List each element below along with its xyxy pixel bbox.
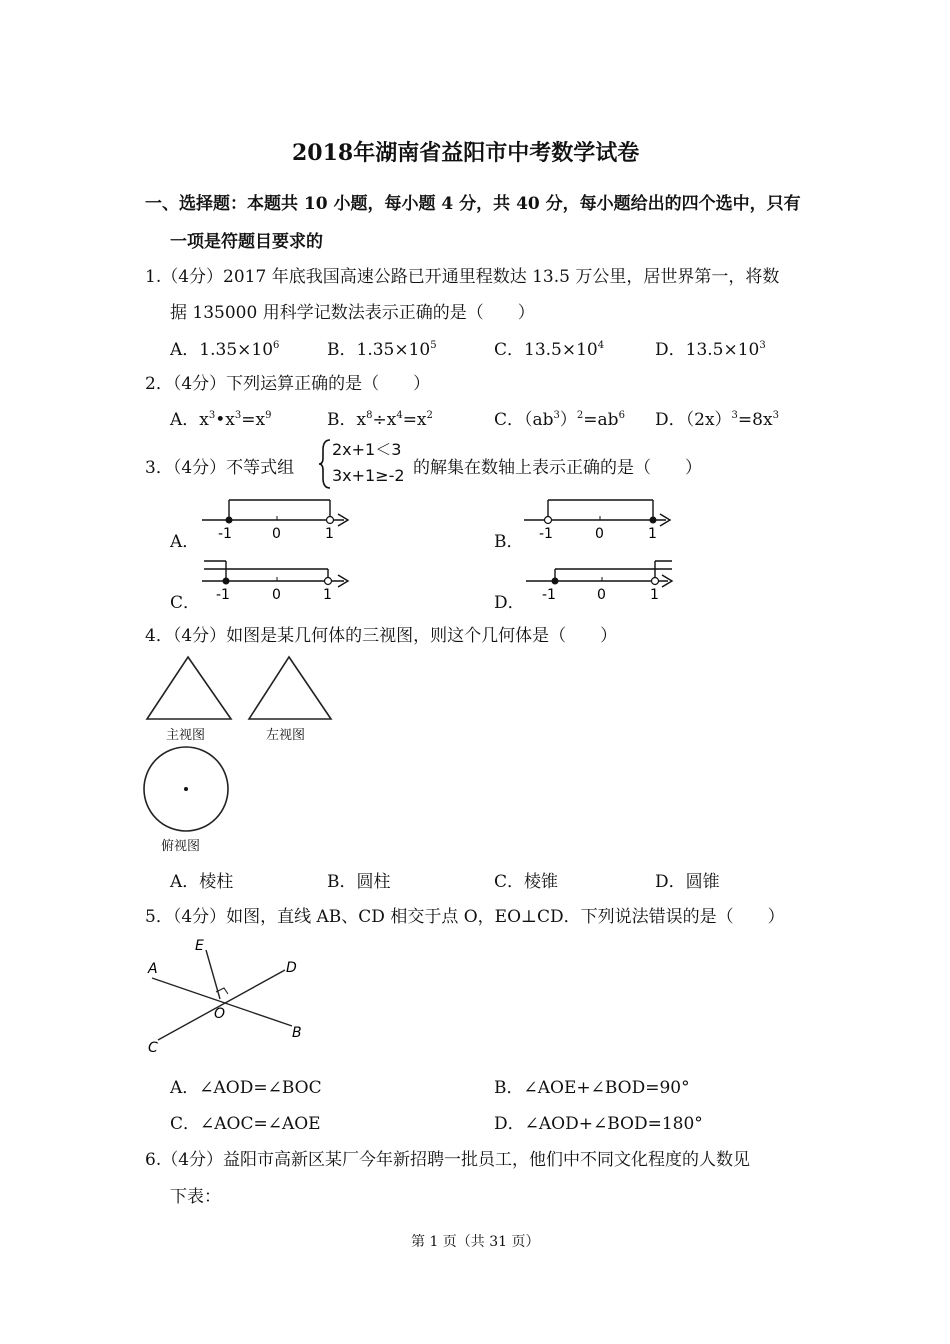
q4-front-view-triangle: [145, 655, 235, 721]
q4-option-a: A．棱柱: [170, 872, 234, 892]
q4-side-view-triangle: [247, 655, 337, 721]
q2-option-b: B．$x^8\div x^4=x^2$: [327, 410, 433, 430]
page-title: 2018年湖南省益阳市中考数学试卷: [292, 140, 640, 166]
q1-option-a: A．$1.35\times 10^6$: [170, 340, 280, 360]
q4-option-b: B．圆柱: [327, 872, 391, 892]
page-footer: 第 1 页（共 31 页）: [411, 1234, 540, 1250]
q3-option-d-label: D．: [494, 593, 525, 613]
q1-stem-line2: 据 135000 用科学记数法表示正确的是（ ）: [170, 303, 535, 323]
q5-intersecting-lines-figure: [140, 930, 320, 1060]
q4-top-view-circle: [142, 745, 232, 835]
q3-option-c-label: C．: [170, 593, 201, 613]
q6-stem-line1: 6.（4分）益阳市高新区某厂今年新招聘一批员工，他们中不同文化程度的人数见: [145, 1150, 751, 1170]
q3-number-line-a: [198, 494, 358, 544]
q5-stem: 5．（4分）如图，直线 AB、CD 相交于点 O，EO⊥CD．下列说法错误的是（ ）: [145, 907, 785, 927]
axis-tick-label: 1: [648, 526, 657, 542]
q4-front-view-label: 主视图: [166, 728, 206, 743]
q4-option-d: D．圆锥: [655, 872, 720, 892]
q5-option-b: B．∠AOE+∠BOD=90°: [494, 1078, 690, 1098]
q4-stem: 4．（4分）如图是某几何体的三视图，则这个几何体是（ ）: [145, 626, 618, 646]
point-label-d: D: [286, 960, 297, 976]
q3-option-b-label: B．: [494, 532, 524, 552]
q4-side-view-label: 左视图: [266, 728, 306, 743]
q4-option-c: C．棱锥: [494, 872, 559, 892]
q2-option-a: A．$x^3•x^3=x^9$: [170, 410, 272, 430]
point-label-e: E: [195, 938, 204, 954]
q3-number-line-d: [522, 555, 682, 605]
q5-option-d: D．∠AOD+∠BOD=180°: [494, 1114, 703, 1134]
q1-option-d: D．$13.5\times 10^3$: [655, 340, 766, 360]
point-label-o: O: [214, 1006, 226, 1022]
q1-option-b: B．$1.35\times 10^5$: [327, 340, 437, 360]
point-label-b: B: [292, 1025, 302, 1041]
q3-stem-end: 的解集在数轴上表示正确的是（ ）: [413, 458, 702, 478]
axis-tick-label: 0: [272, 526, 281, 542]
axis-tick-label: -1: [218, 526, 232, 542]
q5-option-a: A．∠AOD=∠BOC: [170, 1078, 322, 1098]
section-heading-line2: 一项是符题目要求的: [170, 232, 323, 252]
point-label-c: C: [148, 1040, 158, 1056]
axis-tick-label: 1: [323, 587, 332, 603]
axis-tick-label: 0: [272, 587, 281, 603]
axis-tick-label: 0: [597, 587, 606, 603]
section-heading-line1: 一、选择题：本题共 10 小题，每小题 4 分，共 40 分，每小题给出的四个选中，只有: [145, 194, 801, 214]
axis-tick-label: -1: [539, 526, 553, 542]
axis-tick-label: 1: [650, 587, 659, 603]
q1-option-c: C．$13.5\times 10^4$: [494, 340, 605, 360]
q3-inequality-1: 2x+1＜3: [332, 440, 402, 459]
q6-stem-line2: 下表：: [170, 1187, 221, 1207]
q3-inequality-2: 3x+1≥-2: [332, 466, 405, 485]
q3-number-line-b: [520, 494, 680, 544]
q3-option-a-label: A．: [170, 532, 200, 552]
q4-top-view-label: 俯视图: [161, 839, 201, 854]
q1-stem-line1: 1.（4分）2017 年底我国高速公路已开通里程数达 13.5 万公里，居世界第一，将数: [145, 267, 780, 287]
q5-option-c: C．∠AOC=∠AOE: [170, 1114, 321, 1134]
q3-number-line-c: [198, 555, 358, 605]
axis-tick-label: 1: [325, 526, 334, 542]
q2-option-c: C．$(ab^3)^2=ab^6$: [494, 410, 625, 430]
q2-option-d: D．$(2x)^3=8x^3$: [655, 410, 779, 430]
axis-tick-label: -1: [216, 587, 230, 603]
q2-stem: 2．（4分）下列运算正确的是（ ）: [145, 374, 431, 394]
q3-stem-start: 3．（4分）不等式组: [145, 458, 295, 478]
axis-tick-label: -1: [542, 587, 556, 603]
axis-tick-label: 0: [595, 526, 604, 542]
point-label-a: A: [148, 961, 158, 977]
q3-system-brace: [318, 438, 332, 490]
